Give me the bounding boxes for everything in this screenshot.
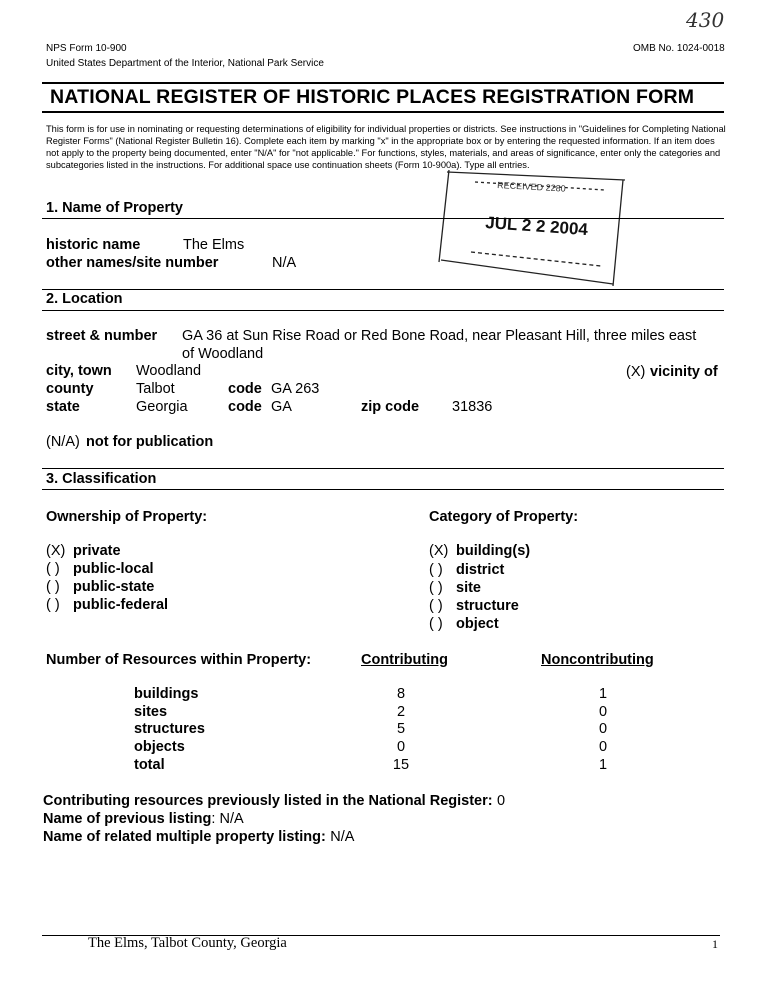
category-object-label: object	[456, 616, 499, 632]
related-listing-row	[43, 828, 354, 846]
department: United States Department of the Interior, National Park Service	[46, 58, 324, 69]
state-code-label: code	[228, 399, 262, 415]
street-label: street & number	[46, 328, 158, 344]
zip-value: 31836	[452, 399, 493, 415]
county-code-value: GA 263	[271, 381, 320, 397]
ownership-public-local-mark: ( )	[46, 561, 60, 577]
stamp-received-text: RECEIVED 2280	[496, 180, 566, 194]
contributing-header: Contributing	[361, 652, 448, 668]
city-label: city, town	[46, 363, 112, 379]
category-building-mark: (X)	[429, 543, 449, 559]
other-names-label: other names/site number	[46, 255, 219, 271]
city-value: Woodland	[136, 363, 202, 379]
other-names-value: N/A	[272, 255, 297, 271]
previous-listing-label: Name of previous listing	[43, 811, 212, 827]
resource-sites-label: sites	[134, 704, 168, 720]
title-bottom-rule	[42, 111, 724, 113]
category-building-label: building(s)	[456, 543, 531, 559]
received-stamp	[435, 168, 627, 286]
related-listing-label: Name of related multiple property listing:	[43, 829, 326, 845]
county-value: Talbot	[136, 381, 175, 397]
ownership-public-local-label: public-local	[73, 561, 154, 577]
not-for-publication-label: not for publication	[86, 434, 214, 450]
street-value-line1: GA 36 at Sun Rise Road or Red Bone Road, near Pleasant Hill, three miles east	[182, 328, 697, 344]
resource-structures-contributing: 5	[396, 721, 406, 737]
previously-listed-value: 0	[497, 793, 506, 809]
category-object-mark: ( )	[429, 616, 443, 632]
page-title: NATIONAL REGISTER OF HISTORIC PLACES REGISTRATION FORM	[50, 86, 695, 108]
category-heading: Category of Property:	[429, 509, 579, 525]
resource-structures-noncontributing: 0	[598, 721, 608, 737]
resource-sites-contributing: 2	[396, 704, 406, 720]
category-district-mark: ( )	[429, 562, 443, 578]
category-structure-label: structure	[456, 598, 519, 614]
county-code-label: code	[228, 381, 262, 397]
ownership-private-mark: (X)	[46, 543, 66, 559]
state-label: state	[46, 399, 80, 415]
section2-heading: 2. Location	[46, 291, 123, 307]
resource-buildings-contributing: 8	[396, 686, 406, 702]
category-site-label: site	[456, 580, 481, 596]
title-top-rule	[42, 82, 724, 84]
previously-listed-row	[43, 792, 505, 810]
resource-sites-noncontributing: 0	[598, 704, 608, 720]
not-for-publication-mark: (N/A)	[46, 434, 80, 450]
section3-heading: 3. Classification	[46, 471, 157, 487]
county-label: county	[46, 381, 94, 397]
related-listing-value: N/A	[330, 829, 355, 845]
resource-objects-contributing: 0	[396, 739, 406, 755]
vicinity-mark: (X)	[626, 364, 646, 380]
category-structure-mark: ( )	[429, 598, 443, 614]
state-value: Georgia	[136, 399, 188, 415]
ownership-heading: Ownership of Property:	[46, 509, 208, 525]
street-value-line2: of Woodland	[182, 346, 264, 362]
resource-total-label: total	[134, 757, 165, 773]
noncontributing-header: Noncontributing	[541, 652, 654, 668]
state-code-value: GA	[271, 399, 292, 415]
form-number: NPS Form 10-900	[46, 43, 127, 54]
resource-structures-label: structures	[134, 721, 205, 737]
resource-buildings-label: buildings	[134, 686, 199, 702]
page-number: 1	[712, 937, 718, 951]
resource-total-contributing: 15	[392, 757, 410, 773]
resource-buildings-noncontributing: 1	[598, 686, 608, 702]
category-site-mark: ( )	[429, 580, 443, 596]
ownership-public-federal-label: public-federal	[73, 597, 169, 613]
section2-rule	[42, 310, 724, 311]
historic-name-label: historic name	[46, 237, 141, 253]
previous-listing-colon: :	[211, 811, 220, 827]
footer-text: The Elms, Talbot County, Georgia	[88, 935, 287, 951]
section1-heading: 1. Name of Property	[46, 200, 183, 216]
zip-label: zip code	[361, 399, 420, 415]
resource-total-noncontributing: 1	[598, 757, 608, 773]
resources-heading: Number of Resources within Property:	[46, 652, 312, 668]
section3-rule	[42, 489, 724, 490]
stamp-date-text: JUL 2 2 2004	[484, 213, 589, 240]
previously-listed-label: Contributing resources previously listed in the National Register:	[43, 793, 493, 809]
section1-rule	[42, 218, 724, 219]
resource-objects-label: objects	[134, 739, 185, 755]
category-district-label: district	[456, 562, 505, 578]
intro-text: This form is for use in nominating or requesting determinations of eligibility for individual properties or districts. See instructions in "Guidelines for Completing National Register Forms" (National Register Bulletin 16). Complete each item by marking "x" in the appropriate box or by entering the requested information. If an item does not apply to the property being documented, enter "N/A" for "not applicable." For functions, styles, materials, and areas of significance, enter only the categories and subcategories listed in the instructions. For additional space use continuation sheets (Form 10-900a). Type all entries.	[46, 124, 726, 170]
omb-number: OMB No. 1024-0018	[633, 43, 725, 54]
ownership-public-federal-mark: ( )	[46, 597, 60, 613]
historic-name-value: The Elms	[183, 237, 245, 253]
ownership-private-label: private	[73, 543, 121, 559]
ownership-public-state-label: public-state	[73, 579, 155, 595]
previous-listing-row	[43, 810, 244, 828]
previous-listing-value: N/A	[219, 811, 244, 827]
handwritten-number: 430	[686, 8, 725, 32]
section3-top-rule	[42, 468, 724, 469]
vicinity-label: vicinity of	[650, 364, 718, 380]
section2-top-rule	[42, 289, 724, 290]
resource-objects-noncontributing: 0	[598, 739, 608, 755]
ownership-public-state-mark: ( )	[46, 579, 60, 595]
